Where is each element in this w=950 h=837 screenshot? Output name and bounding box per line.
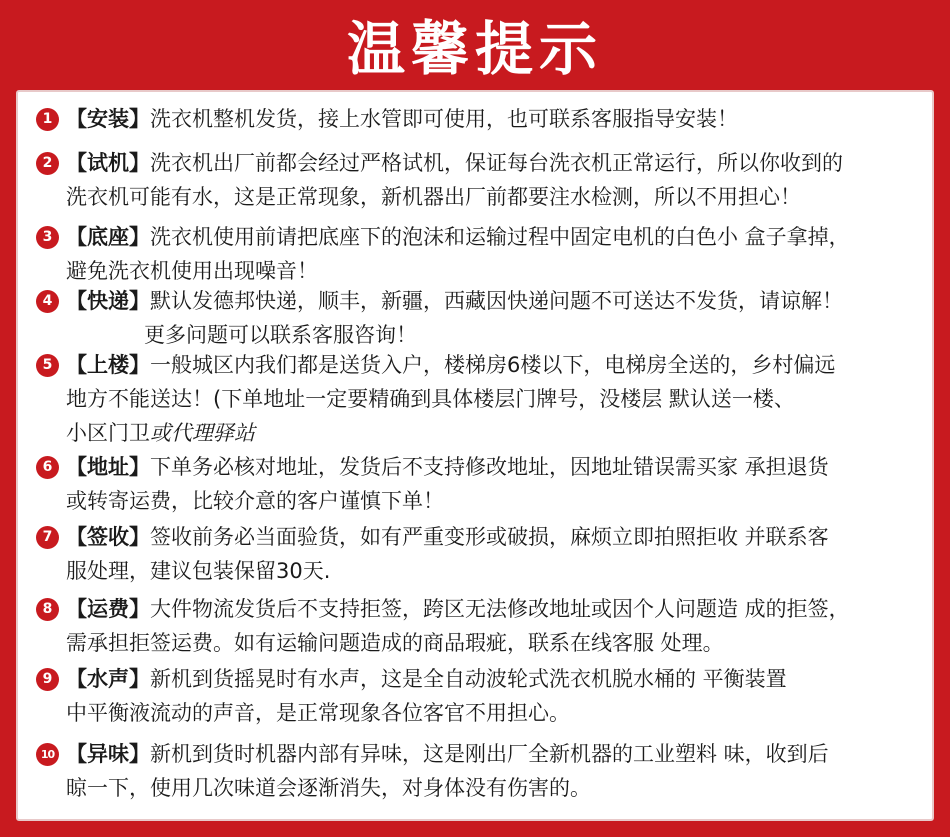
item-text: 服处理，建议包装保留30天.: [66, 559, 331, 583]
item-number-badge: 3: [36, 226, 59, 249]
item-text: 默认发德邦快递，顺丰，新疆，西藏因快递问题不可送达不发货，请谅解！: [150, 289, 843, 313]
item-number-badge: 9: [36, 668, 59, 691]
item-text: 签收前务必当面验货，如有严重变形或破损，麻烦立即拍照拒收 并联系客: [150, 525, 829, 549]
list-item-odor: [36, 737, 916, 805]
list-item-sign: [36, 520, 916, 588]
item-text: 或代理驿站: [150, 421, 255, 445]
item-text: 下单务必核对地址，发货后不支持修改地址，因地址错误需买家 承担退货: [150, 455, 829, 479]
page-title: 温馨提示: [346, 15, 603, 83]
item-text: 晾一下，使用几次味道会逐渐消失，对身体没有伤害的。: [66, 776, 591, 800]
item-text: 避免洗衣机使用出现噪音！: [66, 259, 318, 283]
list-item-base: [36, 220, 916, 288]
item-number-badge: 4: [36, 290, 59, 313]
item-tag: 【试机】: [66, 151, 150, 175]
item-text: 地方不能送达！(下单地址一定要精确到具体楼层门牌号，没楼层 默认送一楼、: [66, 387, 795, 411]
item-text: 需承担拒签运费。如有运输问题造成的商品瑕疵，联系在线客服 处理。: [66, 631, 724, 655]
item-tag: 【水声】: [66, 667, 150, 691]
item-tag: 【上楼】: [66, 353, 150, 377]
item-tag: 【运费】: [66, 597, 150, 621]
item-tag: 【异味】: [66, 742, 150, 766]
item-text: 新机到货摇晃时有水声，这是全自动波轮式洗衣机脱水桶的 平衡装置: [150, 667, 787, 691]
item-number-badge: 7: [36, 526, 59, 549]
item-text: 洗衣机出厂前都会经过严格试机，保证每台洗衣机正常运行，所以你收到的: [150, 151, 843, 175]
list-item-water-sound: [36, 662, 916, 730]
item-number-badge: 2: [36, 152, 59, 175]
list-item-test: [36, 146, 916, 214]
item-text: 或转寄运费，比较介意的客户谨慎下单！: [66, 489, 444, 513]
item-number-badge: 8: [36, 598, 59, 621]
item-text: 中平衡液流动的声音，是正常现象各位客官不用担心。: [66, 701, 570, 725]
item-text: 洗衣机可能有水，这是正常现象，新机器出厂前都要注水检测，所以不用担心！: [66, 185, 801, 209]
item-number-badge: 6: [36, 456, 59, 479]
item-number-badge: 1: [36, 108, 59, 131]
list-item-freight: [36, 592, 916, 660]
item-tag: 【地址】: [66, 455, 150, 479]
item-text: 洗衣机整机发货，接上水管即可使用，也可联系客服指导安装！: [150, 107, 738, 131]
item-number-badge: 5: [36, 354, 59, 377]
list-item-express: [36, 284, 916, 352]
item-tag: 【安装】: [66, 107, 150, 131]
item-text: 洗衣机使用前请把底座下的泡沫和运输过程中固定电机的白色小 盒子拿掉，: [150, 225, 850, 249]
item-text: 更多问题可以联系客服咨询！: [144, 323, 417, 347]
item-text: 小区门卫: [66, 421, 150, 445]
item-tag: 【快递】: [66, 289, 150, 313]
list-item-install: [36, 102, 916, 136]
item-text: 新机到货时机器内部有异味，这是刚出厂全新机器的工业塑料 味，收到后: [150, 742, 829, 766]
item-tag: 【底座】: [66, 225, 150, 249]
item-tag: 【签收】: [66, 525, 150, 549]
list-item-upstairs: [36, 348, 916, 450]
list-item-address: [36, 450, 916, 518]
item-text: 大件物流发货后不支持拒签，跨区无法修改地址或因个人问题造 成的拒签，: [150, 597, 850, 621]
item-text: 一般城区内我们都是送货入户，楼梯房6楼以下，电梯房全送的，乡村偏远: [150, 353, 836, 377]
notice-panel: [16, 90, 934, 821]
item-number-badge: 10: [36, 743, 59, 766]
